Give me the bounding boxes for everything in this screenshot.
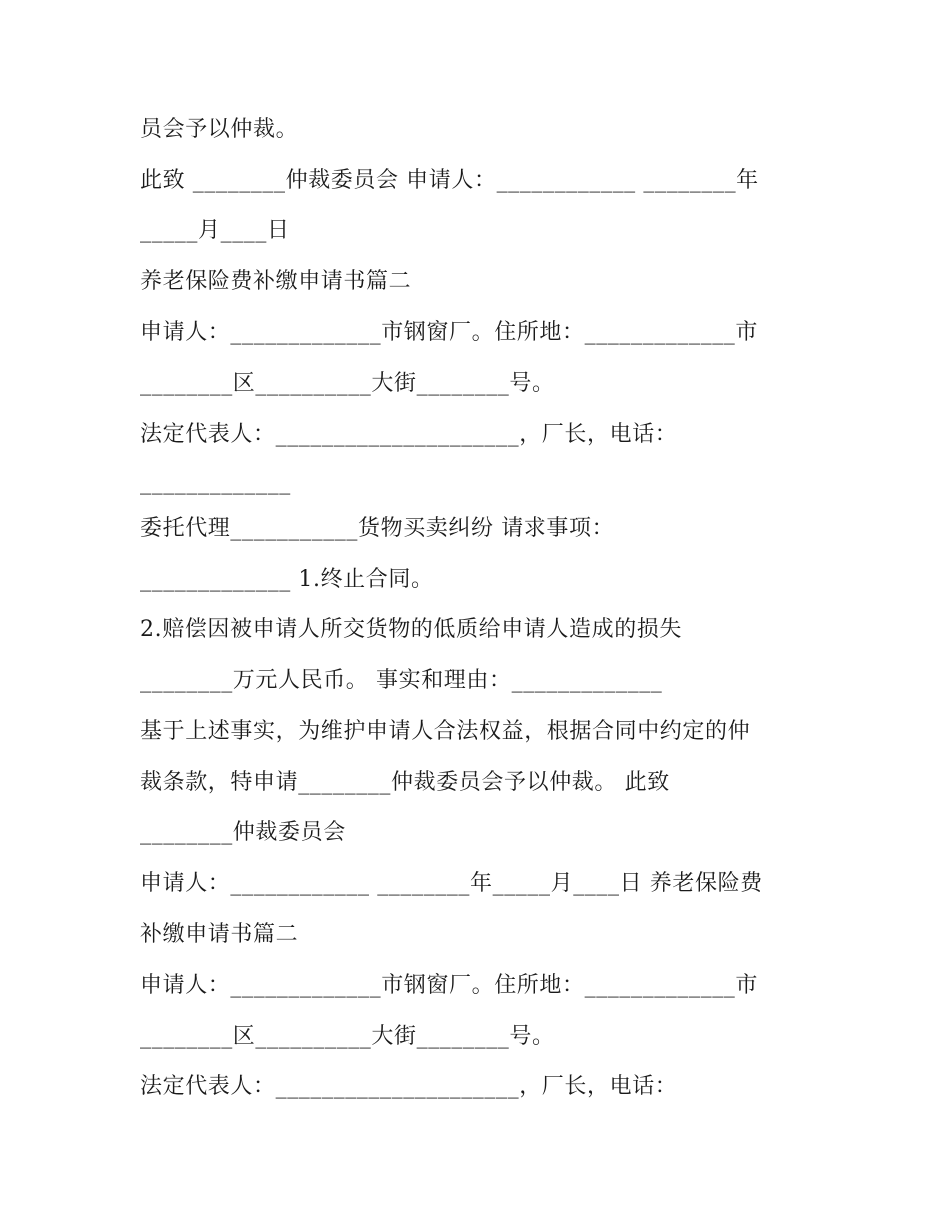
text-line: ________区__________大街________号。: [140, 1024, 555, 1049]
section-heading: 补缴申请书篇二: [140, 922, 299, 947]
text-line: 员会予以仲裁。: [140, 117, 299, 142]
section-heading: 养老保险费补缴申请书篇二: [140, 269, 412, 294]
text-line: ________仲裁委员会: [140, 820, 346, 845]
text-line: 法定代表人：_____________________，厂长，电话：: [140, 422, 678, 447]
text-line: 委托代理___________货物买卖纠纷 请求事项：: [140, 516, 615, 541]
text-line: 申请人：_____________市钢窗厂。住所地：_____________市: [140, 973, 759, 998]
text-line: 2.赔偿因被申请人所交货物的低质给申请人造成的损失: [140, 617, 682, 642]
text-line: 裁条款，特申请________仲裁委员会予以仲裁。 此致: [140, 770, 670, 795]
text-line: _____________ 1.终止合同。: [140, 567, 434, 592]
text-line: 申请人：_____________市钢窗厂。住所地：_____________市: [140, 320, 759, 345]
text-line: 申请人：____________ ________年_____月____日 养老保险费: [140, 871, 763, 896]
text-line: _____________: [140, 470, 291, 495]
text-line: ________区__________大街________号。: [140, 371, 555, 396]
text-line: 法定代表人：_____________________，厂长，电话：: [140, 1074, 678, 1099]
text-line: _____月____日: [140, 218, 290, 243]
text-line: 基于上述事实，为维护申请人合法权益，根据合同中约定的仲: [140, 719, 751, 744]
text-line: ________万元人民币。 事实和理由：_____________: [140, 668, 663, 693]
text-line: 此致 ________仲裁委员会 申请人：____________ ________年: [140, 168, 759, 193]
